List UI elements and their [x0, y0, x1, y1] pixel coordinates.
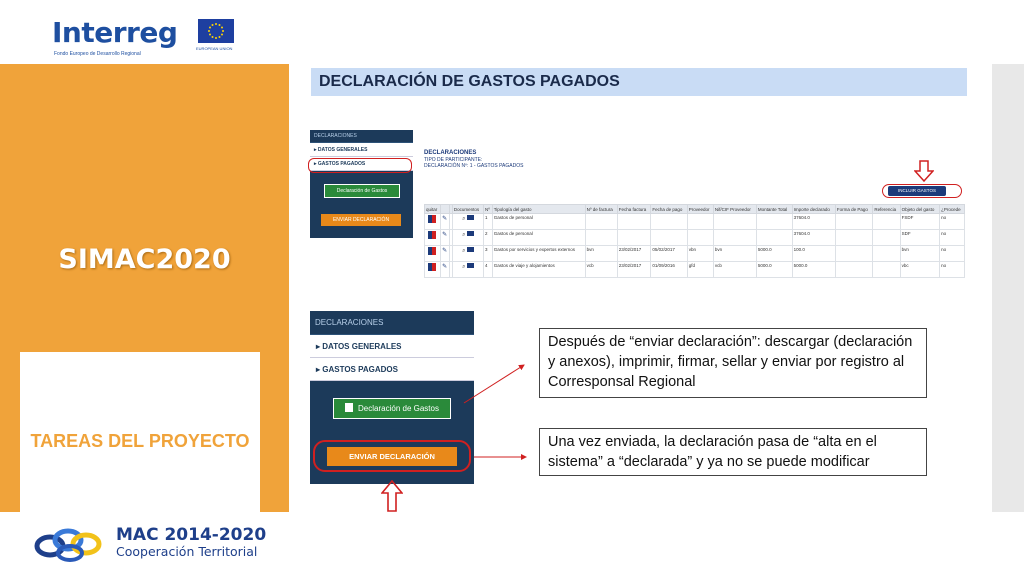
table-column-header: Documentos — [452, 205, 483, 214]
gastos-table — [424, 204, 965, 278]
table-cell — [452, 246, 483, 262]
table-cell — [452, 230, 483, 246]
small-nav-item-datos-label: DATOS GENERALES — [317, 147, 368, 153]
big-nav-item-gastos-label: GASTOS PAGADOS — [322, 365, 398, 374]
table-row[interactable] — [425, 246, 965, 262]
table-cell — [440, 262, 449, 278]
table-cell — [651, 214, 687, 230]
table-cell — [713, 214, 756, 230]
table-column-header: Fecha de pago — [651, 205, 687, 214]
table-cell — [440, 214, 449, 230]
table-row[interactable] — [425, 262, 965, 278]
eu-flag-icon — [198, 19, 234, 43]
table-cell: vcb — [713, 262, 756, 278]
table-cell — [617, 230, 651, 246]
table-cell: 3 — [484, 246, 493, 262]
table-row[interactable] — [425, 230, 965, 246]
table-cell: vcb — [585, 262, 617, 278]
table-cell — [687, 214, 713, 230]
table-cell: bvn — [900, 246, 939, 262]
table-cell: no — [940, 214, 965, 230]
table-cell: Gastos de personal — [492, 214, 585, 230]
small-nav-item-datos[interactable]: ▸ DATOS GENERALES — [310, 143, 413, 157]
table-cell: Gastos por servicios y expertos externos — [492, 246, 585, 262]
edit-icon[interactable]: ✎ — [442, 264, 448, 270]
delete-icon[interactable] — [428, 263, 436, 271]
interreg-logo-text: Interreg — [52, 16, 178, 49]
table-header-row — [425, 205, 965, 214]
document-icon — [345, 403, 353, 412]
small-nav-item-gastos[interactable]: ▸ GASTOS PAGADOS — [310, 157, 413, 171]
table-column-header: Fecha factura — [617, 205, 651, 214]
table-cell — [687, 230, 713, 246]
highlight-ring-gastos — [308, 158, 412, 173]
delete-icon[interactable] — [428, 231, 436, 239]
tareas-text: TAREAS DEL PROYECTO — [30, 431, 250, 451]
table-cell: vbn — [687, 246, 713, 262]
table-column-header: Nif/CIF Proveedor — [713, 205, 756, 214]
table-cell — [425, 230, 441, 246]
table-cell — [835, 230, 872, 246]
table-row[interactable] — [425, 214, 965, 230]
small-nav-panel — [310, 130, 413, 238]
attachment-icon[interactable]: ⌕ — [462, 248, 466, 254]
table-cell: 5000.0 — [792, 262, 835, 278]
table-cell — [873, 214, 900, 230]
table-column-header: Importe declarado — [792, 205, 835, 214]
table-cell: 37604.0 — [792, 214, 835, 230]
mac-title: MAC 2014-2020 — [116, 525, 267, 545]
big-nav-item-datos[interactable]: ▸ DATOS GENERALES — [310, 335, 474, 358]
table-cell — [425, 262, 441, 278]
table-column-header: Forma de Pago — [835, 205, 872, 214]
table-cell: SDF — [900, 230, 939, 246]
delete-icon[interactable] — [428, 247, 436, 255]
edit-icon[interactable]: ✎ — [442, 248, 448, 254]
table-cell: no — [940, 230, 965, 246]
table-panel-title: DECLARACIONES — [424, 150, 477, 156]
table-cell — [452, 262, 483, 278]
folder-icon[interactable] — [467, 231, 474, 236]
mac-logo — [34, 522, 267, 568]
table-cell: 05/02/2017 — [651, 246, 687, 262]
table-cell: 23/02/2017 — [617, 262, 651, 278]
big-nav-item-gastos[interactable]: ▸ GASTOS PAGADOS — [310, 358, 474, 381]
table-cell — [425, 214, 441, 230]
up-arrow-icon — [381, 480, 403, 512]
table-cell — [425, 246, 441, 262]
folder-icon[interactable] — [467, 215, 474, 220]
table-column-header: Tipología del gasto — [492, 205, 585, 214]
table-cell: gfd — [687, 262, 713, 278]
edit-icon[interactable]: ✎ — [442, 216, 448, 222]
highlight-ring-incluir — [882, 184, 962, 198]
declaraciones-table-panel — [422, 148, 965, 288]
small-enviar-declaracion-label: ENVIAR DECLARACIÓN — [332, 217, 390, 223]
table-cell — [585, 230, 617, 246]
mac-rings-icon — [34, 524, 110, 564]
attachment-icon[interactable]: ⌕ — [462, 232, 466, 238]
table-column-header: quitar — [425, 205, 441, 214]
table-cell: bvn — [585, 246, 617, 262]
mac-subtitle: Cooperación Territorial — [116, 544, 258, 559]
table-column-header: Referencia — [873, 205, 900, 214]
incluir-gastos-button[interactable]: INCLUIR GASTOS — [888, 186, 946, 196]
table-cell: no — [940, 262, 965, 278]
table-cell: 37604.0 — [792, 230, 835, 246]
folder-icon[interactable] — [467, 263, 474, 268]
table-body — [425, 214, 965, 278]
table-column-header: Montante Total — [756, 205, 792, 214]
table-cell: 23/02/2017 — [617, 246, 651, 262]
table-cell — [835, 214, 872, 230]
eu-label: EUROPEAN UNION — [196, 46, 233, 51]
table-cell: 100.0 — [792, 246, 835, 262]
table-cell — [440, 230, 449, 246]
table-cell — [873, 262, 900, 278]
left-panel — [0, 64, 289, 512]
table-cell — [873, 246, 900, 262]
table-panel-subtitle-1: TIPO DE PARTICIPANTE: — [424, 157, 483, 163]
table-cell: 01/09/2016 — [651, 262, 687, 278]
table-cell: 5000.0 — [756, 262, 792, 278]
table-cell: vbc — [900, 262, 939, 278]
table-column-header: ¿Procede — [940, 205, 965, 214]
simac-title: SIMAC2020 — [58, 244, 231, 275]
attachment-icon[interactable]: ⌕ — [462, 216, 466, 222]
table-cell: FSDF — [900, 214, 939, 230]
table-cell — [440, 246, 449, 262]
down-arrow-icon — [914, 160, 934, 182]
callout-once-sent: Una vez enviada, la declaración pasa de “alta en el sistema” a “declarada” y ya no se puede modificar — [539, 428, 927, 476]
table-cell: bvn — [713, 246, 756, 262]
table-panel-subtitle-2: DECLARACIÓN Nº: 1 - GASTOS PAGADOS — [424, 163, 524, 169]
section-title: DECLARACIÓN DE GASTOS PAGADOS — [311, 68, 967, 96]
small-enviar-declaracion-button[interactable] — [321, 214, 401, 226]
table-cell — [617, 214, 651, 230]
table-column-header — [440, 205, 449, 214]
table-cell — [713, 230, 756, 246]
table-column-header: Nº — [484, 205, 493, 214]
delete-icon[interactable] — [428, 215, 436, 223]
table-column-header: Objeto del gasto — [900, 205, 939, 214]
folder-icon[interactable] — [467, 247, 474, 252]
table-cell — [756, 230, 792, 246]
small-nav-item-gastos-label: GASTOS PAGADOS — [317, 161, 366, 167]
table-cell — [835, 246, 872, 262]
table-cell: 2 — [484, 230, 493, 246]
attachment-icon[interactable]: ⌕ — [462, 264, 466, 270]
edit-icon[interactable]: ✎ — [442, 232, 448, 238]
table-cell — [651, 230, 687, 246]
table-cell: 1 — [484, 214, 493, 230]
interreg-logo-subtitle: Fondo Europeo de Desarrollo Regional — [54, 51, 141, 57]
enviar-declaracion-label: ENVIAR DECLARACIÓN — [349, 452, 435, 461]
small-nav-header: DECLARACIONES — [310, 130, 413, 143]
declaracion-gastos-label: Declaración de Gastos — [358, 404, 439, 413]
table-cell: Gastos de personal — [492, 230, 585, 246]
declaracion-gastos-button[interactable] — [333, 398, 451, 419]
table-cell: 5000.0 — [756, 246, 792, 262]
table-cell: no — [940, 246, 965, 262]
table-cell: 4 — [484, 262, 493, 278]
small-declaracion-gastos-button[interactable] — [324, 184, 400, 198]
interreg-logo — [52, 16, 242, 60]
table-column-header: Nº de factura — [585, 205, 617, 214]
right-strip — [992, 64, 1024, 512]
big-nav-header: DECLARACIONES — [310, 311, 474, 335]
callout-after-send: Después de “enviar declaración”: descargar (declaración y anexos), imprimir, firmar, sellar y enviar por registro al Corresponsal Regional — [539, 328, 927, 398]
small-declaracion-gastos-label: Declaración de Gastos — [336, 188, 388, 194]
table-cell — [756, 214, 792, 230]
highlight-ring-enviar — [313, 440, 471, 472]
table-cell — [452, 214, 483, 230]
table-cell — [585, 214, 617, 230]
table-cell — [835, 262, 872, 278]
table-cell: Gastos de viaje y alojamientos — [492, 262, 585, 278]
table-cell — [873, 230, 900, 246]
table-column-header: Proveedor — [687, 205, 713, 214]
big-nav-item-datos-label: DATOS GENERALES — [322, 342, 402, 351]
